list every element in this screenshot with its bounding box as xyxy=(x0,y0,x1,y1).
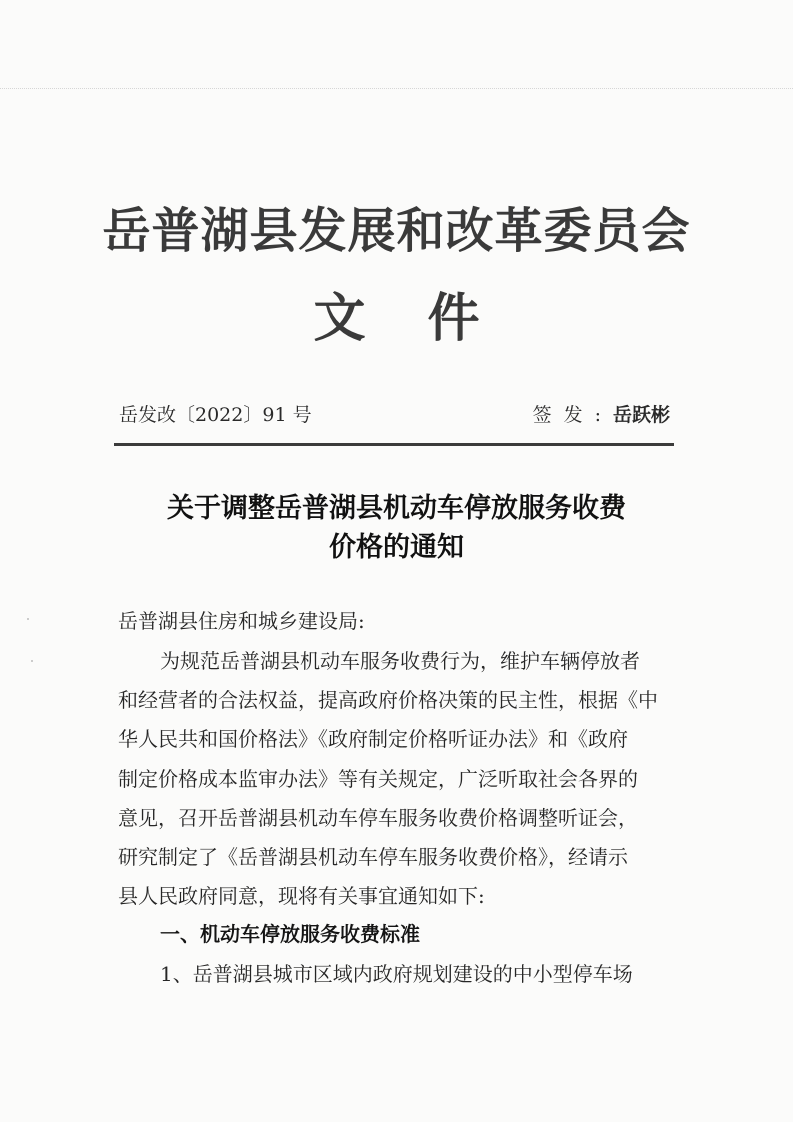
scan-speck xyxy=(27,618,29,620)
signer-label: 签发: xyxy=(532,404,613,426)
issuer-name: 岳普湖县发展和改革委员会 xyxy=(102,203,691,259)
scan-dotted-line xyxy=(0,88,793,89)
paragraph-line: 研究制定了《岳普湖县机动车停车服务收费价格》，经请示 xyxy=(118,845,628,869)
paragraph-line: 县人民政府同意，现将有关事宜通知如下: xyxy=(118,884,485,908)
paragraph-line: 意见，召开岳普湖县机动车停车服务收费价格调整听证会， xyxy=(118,806,638,830)
notice-title-line-2: 价格的通知 xyxy=(329,532,464,563)
notice-title-line-1: 关于调整岳普湖县机动车停放服务收费 xyxy=(167,493,626,524)
paragraph-line: 制定价格成本监审办法》等有关规定，广泛听取社会各界的 xyxy=(118,767,638,791)
paragraph-line: 华人民共和国价格法》《政府制定价格听证办法》和《政府 xyxy=(118,727,628,751)
scan-speck xyxy=(31,660,33,662)
section-heading: 一、机动车停放服务收费标准 xyxy=(160,922,420,946)
document-number: 岳发改〔2022〕91 号 xyxy=(119,404,312,426)
list-item: 1、岳普湖县城市区域内政府规划建设的中小型停车场 xyxy=(160,962,633,986)
document-type-word: 文件 xyxy=(313,288,542,349)
header-separator-rule xyxy=(114,443,674,446)
paragraph-line: 为规范岳普湖县机动车服务收费行为，维护车辆停放者 xyxy=(160,649,640,673)
paragraph-line: 和经营者的合法权益，提高政府价格决策的民主性，根据《中 xyxy=(118,688,658,712)
signer-name: 岳跃彬 xyxy=(612,404,670,426)
addressee: 岳普湖县住房和城乡建设局: xyxy=(118,609,365,633)
signer-block xyxy=(533,400,670,427)
